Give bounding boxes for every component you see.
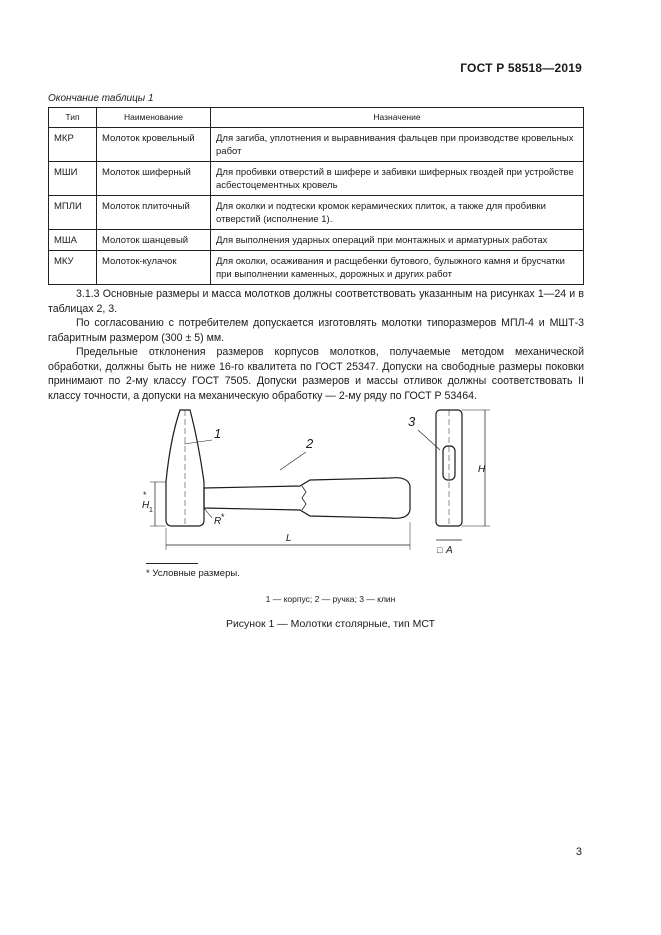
cell-type: МПЛИ xyxy=(49,196,97,230)
paragraph-tolerances: Предельные отклонения размеров корпусов молотков, получаемые методом механической обработки, должны быть не ниже 16-го квалитета по ГОСТ 25347. Допуски на свободные размеры поковки принимают по 2-му классу ГОСТ 7505. Допуски размеров и массы отливок должны соответствовать II классу точности, а допуски на механическую обработку — 2-му ряду по ГОСТ Р 53464. xyxy=(48,346,584,402)
cell-type: МКУ xyxy=(49,251,97,285)
figure-legend: 1 — корпус; 2 — ручка; 3 — клин xyxy=(265,594,396,604)
column-header-purpose: Назначение xyxy=(211,108,584,128)
table-row xyxy=(49,128,584,162)
label-r: R xyxy=(214,516,222,527)
table-header-row xyxy=(49,108,584,128)
label-box: □ xyxy=(437,545,443,555)
label-r-star: * xyxy=(221,512,225,522)
handle-outline xyxy=(204,478,410,519)
label-h1-sub: 1 xyxy=(149,507,153,514)
handle-break-mark xyxy=(302,486,306,510)
body-text xyxy=(48,287,584,403)
standard-designation: ГОСТ Р 58518—2019 xyxy=(460,61,582,75)
label-l: L xyxy=(286,533,292,544)
footnote-rule xyxy=(146,563,198,564)
paragraph-sizes: 3.1.3 Основные размеры и масса молотков должны соответствовать указанным на рисунках 1—24 и в таблицах 2, 3. xyxy=(48,288,584,315)
cell-purpose: Для загиба, уплотнения и выравнивания фальцев при производстве кровельных работ xyxy=(211,128,584,162)
cell-name: Молоток-кулачок xyxy=(97,251,211,285)
table-row xyxy=(49,251,584,285)
label-h: H xyxy=(478,464,486,475)
hammer-drawing xyxy=(140,400,500,560)
label-h1: H xyxy=(142,500,150,511)
cell-purpose: Для околки, осаживания и расщебенки бутового, булыжного камня и брусчатки при выполнении каменных, дорожных и других работ xyxy=(211,251,584,285)
label-1: 1 xyxy=(214,426,222,441)
column-header-type: Тип xyxy=(49,108,97,128)
label-h1-star: * xyxy=(143,490,147,500)
cell-type: МКР xyxy=(49,128,97,162)
cell-name: Молоток шиферный xyxy=(97,162,211,196)
table-row xyxy=(49,230,584,251)
page-number: 3 xyxy=(575,846,582,858)
cell-type: МША xyxy=(49,230,97,251)
label-2: 2 xyxy=(306,436,314,451)
cell-purpose: Для пробивки отверстий в шифере и забивки шиферных гвоздей при устройстве асбестоцементных кровель xyxy=(211,162,584,196)
cell-name: Молоток шанцевый xyxy=(97,230,211,251)
label-a: A xyxy=(446,545,453,556)
hammer-types-table xyxy=(48,107,584,285)
column-header-name: Наименование xyxy=(97,108,211,128)
leader-2 xyxy=(280,452,306,470)
cell-purpose: Для околки и подтески кромок керамических плиток, а также для пробивки отверстий (исполнение 1). xyxy=(211,196,584,230)
figure-caption: Рисунок 1 — Молотки столярные, тип МСТ xyxy=(225,618,436,630)
cell-purpose: Для выполнения ударных операций при монтажных и арматурных работах xyxy=(211,230,584,251)
leader-r xyxy=(204,508,212,518)
cell-name: Молоток кровельный xyxy=(97,128,211,162)
table-row xyxy=(49,196,584,230)
paragraph-agreement: По согласованию с потребителем допускается изготовлять молотки типоразмеров МПЛ-4 и МШТ-3 габаритным размером (300 ± 5) мм. xyxy=(48,317,584,344)
label-3: 3 xyxy=(408,414,416,429)
leader-3 xyxy=(418,430,440,450)
table-caption: Окончание таблицы 1 xyxy=(48,93,154,104)
cell-name: Молоток плиточный xyxy=(97,196,211,230)
cell-type: МШИ xyxy=(49,162,97,196)
footnote: * Условные размеры. xyxy=(146,568,240,579)
table-row xyxy=(49,162,584,196)
